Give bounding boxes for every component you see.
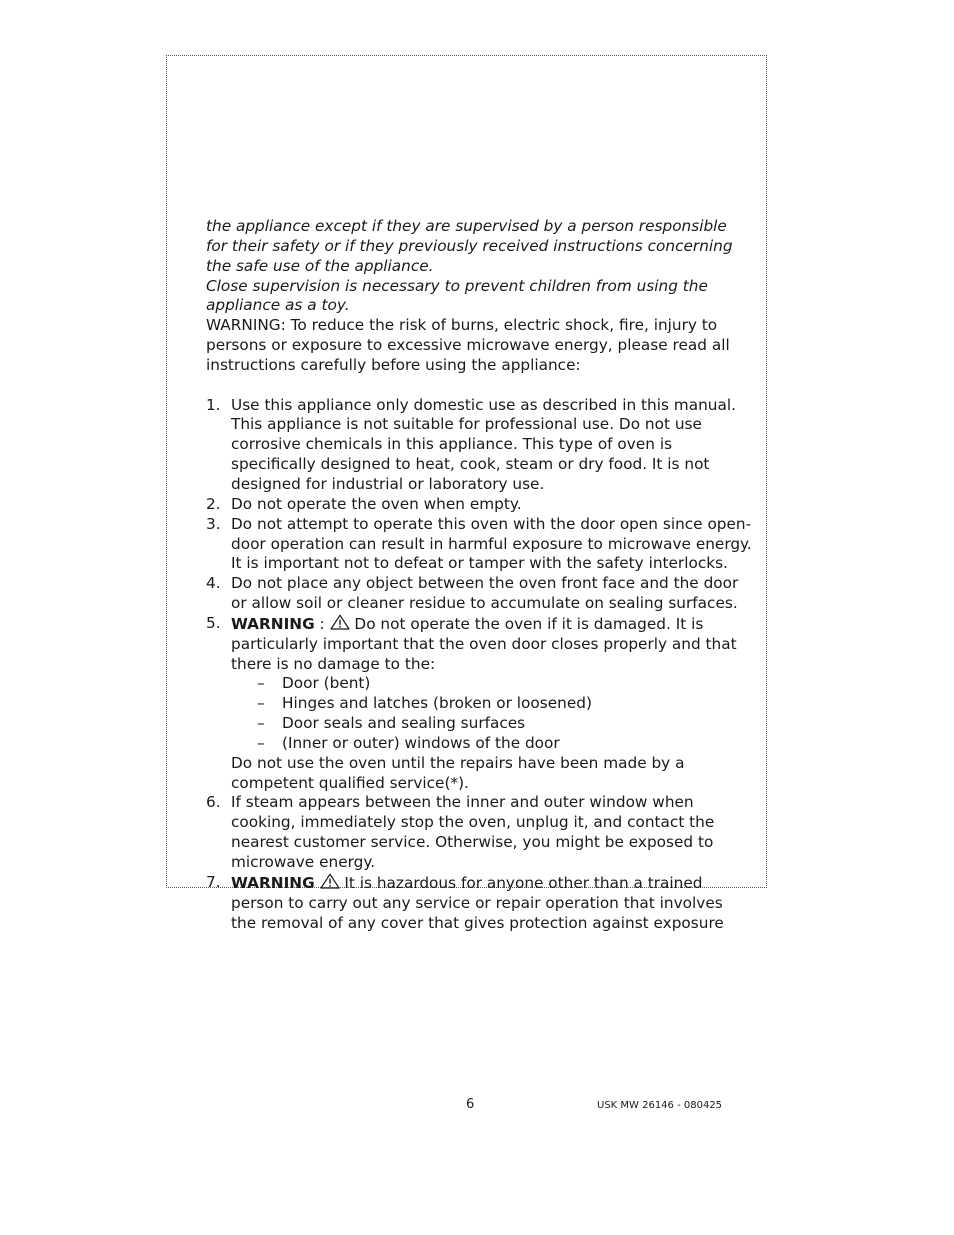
list-item — [206, 515, 752, 575]
document-reference: USK MW 26146 - 080425 — [597, 1100, 723, 1111]
sublist-text: (Inner or outer) windows of the door — [282, 733, 560, 752]
sublist-item — [257, 734, 752, 754]
dash-marker: – — [257, 694, 265, 713]
item-text: Do not place any object between the oven front face and the door or allow soil or cleaner residue to accumulate on sealing surfaces. — [231, 574, 739, 613]
dash-marker: – — [257, 714, 265, 733]
item-number: 6. — [206, 793, 221, 812]
item-text: Do not attempt to operate this oven with the door open since open-door operation can result in harmful exposure to microwave energy. It is important not to defeat or tamper with the safety interlocks. — [231, 514, 752, 573]
intro-italic-2: Close supervision is necessary to prevent children from using the appliance as a toy. — [206, 276, 708, 315]
dash-marker: – — [257, 674, 265, 693]
sublist-item — [257, 694, 752, 714]
spacer — [206, 376, 752, 396]
page-number: 6 — [466, 1097, 475, 1112]
item-number: 7. — [206, 872, 221, 891]
document-body — [206, 217, 752, 933]
item-text: Do not operate the oven when empty. — [231, 494, 522, 513]
warning-separator: : — [314, 614, 330, 633]
list-item — [206, 614, 752, 794]
list-item — [206, 574, 752, 614]
instructions-list — [206, 396, 752, 934]
warning-label: WARNING — [231, 614, 315, 633]
sublist-text: Hinges and latches (broken or loosened) — [282, 694, 592, 713]
sublist-text: Door (bent) — [282, 674, 371, 693]
sublist-text: Door seals and sealing surfaces — [282, 714, 526, 733]
list-item — [206, 495, 752, 515]
item-number: 4. — [206, 574, 221, 593]
warning-triangle-icon — [320, 873, 340, 889]
list-item — [206, 793, 752, 872]
item-text: Do not operate the oven if it is damaged. It is particularly important that the oven door closes properly and that there is no damage to the: — [231, 614, 737, 673]
list-item — [206, 873, 752, 934]
item-number: 1. — [206, 395, 221, 414]
damage-sublist — [231, 674, 752, 753]
sublist-item — [257, 674, 752, 694]
item-text: It is hazardous for anyone other than a trained person to carry out any service or repair operation that involves the removal of any cover that gives protection against exposure — [231, 873, 724, 932]
item-text: Use this appliance only domestic use as described in this manual. This appliance is not suitable for professional use. Do not use corrosive chemicals in this appliance. This type of oven is specifically designed to heat, cook, steam or dry food. It is not designed for industrial or laboratory use. — [231, 395, 736, 493]
list-item — [206, 396, 752, 495]
item-after-text: Do not use the oven until the repairs have been made by a competent qualified service(*). — [231, 753, 685, 792]
intro-italic-1: the appliance except if they are supervised by a person responsible for their safety or if they previously received instructions concerning the safe use of the appliance. — [206, 217, 733, 275]
item-number: 2. — [206, 494, 221, 513]
item-number: 5. — [206, 613, 221, 632]
dash-marker: – — [257, 733, 265, 752]
item-number: 3. — [206, 514, 221, 533]
warning-label: WARNING — [231, 873, 315, 892]
warning-triangle-icon — [330, 614, 350, 630]
intro-warning: WARNING: To reduce the risk of burns, electric shock, fire, injury to persons or exposure to excessive microwave energy, please read all instructions carefully before using the appliance: — [206, 316, 730, 374]
item-text: If steam appears between the inner and outer window when cooking, immediately stop the oven, unplug it, and contact the nearest customer service. Otherwise, you might be exposed to microwave energy. — [231, 793, 715, 871]
sublist-item — [257, 714, 752, 734]
